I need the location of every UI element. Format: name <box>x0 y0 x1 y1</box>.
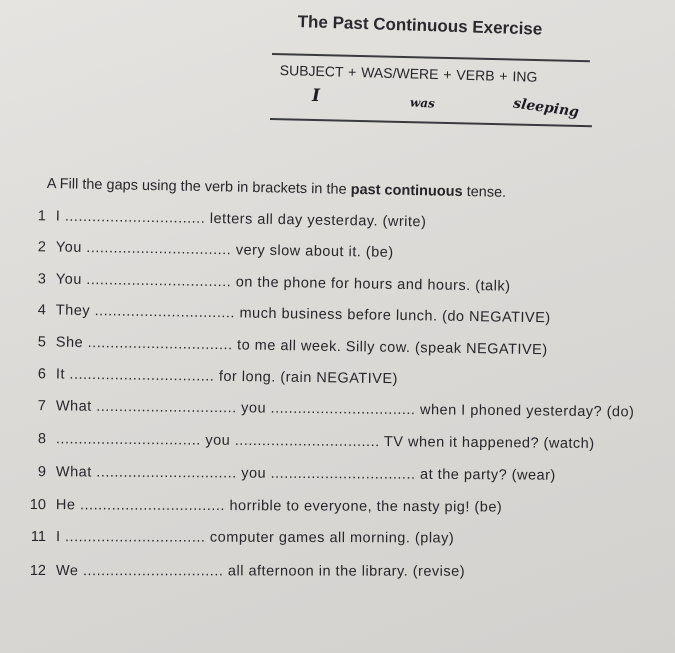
item-text[interactable]: You ................................ on the phone for hours and hours. (talk) <box>55 271 511 295</box>
item-text[interactable]: He ................................ horrible to everyone, the nasty pig! (be) <box>55 497 503 516</box>
item-text[interactable]: We ............................... all afternoon in the library. (revise) <box>55 563 466 580</box>
worksheet-title: The Past Continuous Exercise <box>297 12 543 39</box>
example-was: was <box>409 95 436 111</box>
item-number: 4 <box>37 302 46 319</box>
item-text[interactable]: I ............................... computer games all morning. (play) <box>55 529 455 547</box>
example-verb: sleeping <box>512 95 580 121</box>
exercise-item-8 <box>22 431 595 452</box>
exercise-item-10 <box>22 497 502 516</box>
exercise-item-9 <box>22 464 556 484</box>
item-text[interactable]: It ................................ for long. (rain NEGATIVE) <box>55 366 399 388</box>
exercise-item-2 <box>22 239 394 261</box>
item-number: 3 <box>37 271 46 288</box>
item-text[interactable]: What ............................... you ................................ at the party? (wear) <box>55 464 556 484</box>
exercise-item-12 <box>22 563 465 580</box>
item-number: 11 <box>30 529 46 546</box>
exercise-item-1 <box>22 208 427 230</box>
item-text[interactable]: I ............................... letters all day yesterday. (write) <box>55 208 427 231</box>
item-number: 10 <box>29 497 46 514</box>
item-number: 6 <box>37 366 46 383</box>
instruction-prefix: A Fill the gaps using the verb in brackets in the <box>46 176 347 198</box>
item-number: 2 <box>37 239 46 256</box>
divider-bottom <box>270 118 592 127</box>
item-text[interactable]: What ............................... you ................................ when I phoned yesterday? (do) <box>55 398 635 421</box>
instruction-suffix: tense. <box>466 184 507 201</box>
exercise-item-3 <box>22 271 511 295</box>
item-text[interactable]: ................................ you ................................ TV when it happened? (watch) <box>55 431 595 452</box>
exercise-item-11 <box>22 529 454 547</box>
instruction <box>47 176 507 201</box>
exercise-item-5 <box>22 334 548 358</box>
item-number: 9 <box>37 464 46 481</box>
formula: SUBJECT + WAS/WERE + VERB + ING <box>279 62 538 85</box>
divider-top <box>272 53 590 62</box>
item-number: 8 <box>37 431 46 448</box>
exercise-item-7 <box>22 398 635 420</box>
instruction-bold: past continuous <box>350 181 463 200</box>
item-number: 5 <box>37 334 46 351</box>
item-number: 7 <box>37 398 46 415</box>
item-text[interactable]: You ................................ very slow about it. (be) <box>55 239 394 261</box>
item-number: 1 <box>37 208 46 225</box>
item-text[interactable]: They ............................... much business before lunch. (do NEGATIVE) <box>55 302 551 327</box>
exercise-item-4 <box>22 302 551 326</box>
item-number: 12 <box>29 563 46 580</box>
example-subject: I <box>312 86 320 106</box>
item-text[interactable]: She ................................ to me all week. Silly cow. (speak NEGATIVE) <box>55 334 548 359</box>
exercise-item-6 <box>22 366 398 387</box>
